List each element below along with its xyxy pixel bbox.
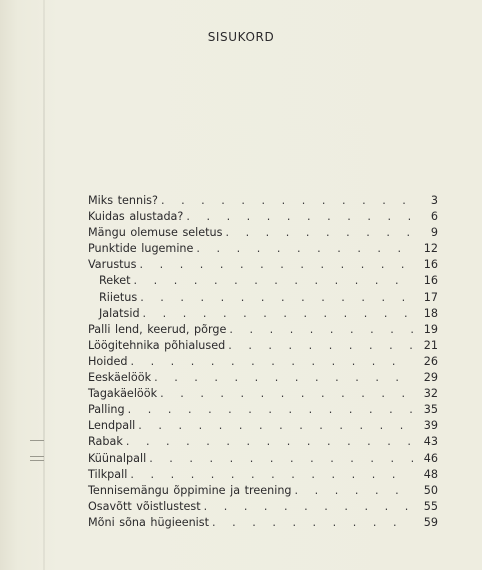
toc-entry [88, 451, 438, 467]
toc-leader-dots [186, 209, 413, 225]
toc-entry [88, 306, 438, 322]
margin-mark [30, 456, 44, 457]
margin-mark [30, 440, 44, 441]
toc-entry-page-number: 16 [423, 258, 438, 272]
toc-entry [88, 322, 438, 338]
toc-entry-page-number: 32 [423, 387, 438, 401]
toc-entry-page-number: 17 [423, 290, 438, 304]
toc-entry-label: Riietus [99, 290, 138, 304]
toc-leader-dots [204, 499, 413, 515]
toc-entry-page-number: 43 [423, 435, 438, 449]
toc-entry [88, 467, 438, 483]
toc-entry [88, 499, 438, 515]
toc-leader-dots [134, 273, 413, 289]
toc-entry-page-number: 9 [430, 226, 438, 240]
toc-entry-page-number: 3 [430, 194, 438, 207]
toc-entry-label: Jalatsid [99, 306, 140, 320]
toc-leader-dots [225, 225, 413, 241]
toc-leader-dots [139, 257, 413, 273]
toc-entry [88, 370, 438, 386]
toc-leader-dots [149, 451, 413, 467]
toc-entry-label: Reket [99, 274, 131, 288]
toc-entry-page-number: 46 [423, 451, 438, 465]
toc-entry [88, 193, 438, 209]
toc-entry [88, 483, 438, 499]
toc-leader-dots [196, 241, 413, 257]
toc-entry-label: Osavõtt võistlustest [88, 499, 201, 513]
toc-leader-dots [143, 306, 413, 322]
toc-entry [88, 209, 438, 225]
toc-entry [88, 402, 438, 418]
toc-entry-label: Mõni sõna hügieenist [88, 515, 209, 529]
toc-leader-dots [130, 354, 413, 370]
toc-leader-dots [130, 467, 413, 483]
toc-entry [88, 354, 438, 370]
toc-leader-dots [128, 402, 413, 418]
toc-entry-label: Rabak [88, 435, 123, 449]
toc-entry-label: Tagakäelöök [88, 387, 158, 401]
toc-entry-page-number: 35 [423, 403, 438, 417]
toc-entry [88, 225, 438, 241]
toc-entry-label: Palling [88, 403, 125, 417]
toc-entry [88, 338, 438, 354]
toc-leader-dots [154, 370, 413, 386]
margin-mark [30, 460, 44, 461]
toc-leader-dots [228, 338, 413, 354]
toc-entry [88, 257, 438, 273]
toc-entry [88, 434, 438, 450]
toc-entry [88, 290, 438, 306]
toc-entry-label: Mängu olemuse seletus [88, 226, 223, 240]
toc-entry [88, 386, 438, 402]
toc-entry-page-number: 50 [423, 483, 438, 497]
toc-entry-page-number: 59 [423, 515, 438, 529]
toc-entry-label: Eeskäelöök [88, 371, 152, 385]
toc-entry-page-number: 12 [423, 242, 438, 256]
toc-leader-dots [160, 386, 413, 402]
toc-entry-page-number: 18 [423, 306, 438, 320]
toc-leader-dots [295, 483, 413, 499]
toc-entry-page-number: 48 [423, 467, 438, 481]
toc-entry-label: Varustus [88, 258, 137, 272]
toc-entry-label: Miks tennis? [88, 194, 158, 207]
toc-entry-page-number: 26 [423, 354, 438, 368]
table-of-contents [88, 193, 438, 531]
toc-entry-page-number: 16 [423, 274, 438, 288]
toc-leader-dots [212, 515, 413, 531]
toc-leader-dots [138, 418, 413, 434]
toc-entry-label: Lendpall [88, 419, 136, 433]
toc-entry-label: Tennisemängu õppimine ja treening [88, 483, 292, 497]
toc-entry-label: Löögitehnika põhialused [88, 338, 226, 352]
toc-entry-label: Hoided [88, 354, 128, 368]
toc-entry-page-number: 19 [423, 322, 438, 336]
toc-entry-page-number: 21 [423, 338, 438, 352]
toc-entry-label: Kuidas alustada? [88, 210, 184, 224]
page-gutter [43, 0, 45, 570]
toc-entry-page-number: 39 [423, 419, 438, 433]
toc-leader-dots [161, 193, 413, 209]
toc-entry-page-number: 29 [423, 371, 438, 385]
toc-entry [88, 273, 438, 289]
toc-leader-dots [229, 322, 413, 338]
toc-entry [88, 515, 438, 531]
toc-entry-label: Palli lend, keerud, põrge [88, 322, 227, 336]
page-title: SISUKORD [207, 30, 275, 44]
toc-leader-dots [126, 434, 413, 450]
toc-entry-page-number: 6 [430, 210, 438, 224]
toc-entry-label: Punktide lugemine [88, 242, 194, 256]
toc-entry-label: Tilkpall [88, 467, 128, 481]
toc-leader-dots [140, 290, 413, 306]
toc-entry [88, 241, 438, 257]
toc-entry [88, 418, 438, 434]
toc-entry-page-number: 55 [423, 499, 438, 513]
toc-entry-label: Küünalpall [88, 451, 147, 465]
